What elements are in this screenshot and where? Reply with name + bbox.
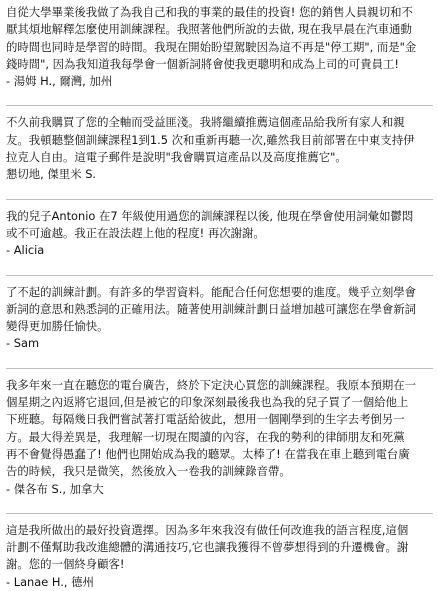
testimonial-sam bbox=[6, 275, 433, 353]
divider bbox=[6, 368, 433, 369]
testimonial-text: 了不起的訓練計劃。有許多的學習資料。能配合任何您想要的進度。幾乎立刻學會 新詞的意思和熟悉詞的正確用法。隨著使用訓練計劃日益增加越可讓您在學會新詞 變得更加勝任愉快。 bbox=[6, 284, 417, 334]
divider bbox=[6, 275, 433, 276]
testimonial-author: - Lanae H., 德州 bbox=[6, 574, 94, 589]
testimonial-text: 我的兒子Antonio 在7 年級使用過您的訓練課程以後, 他現在學會使用詞彙如鬱悶 或不可逾越。我正在設法趕上他的程度! 再次謝謝。 bbox=[6, 208, 414, 240]
divider bbox=[6, 105, 433, 106]
testimonial-text: 不久前我購買了您的全軸而受益匪淺。我將繼續推薦這個產品給我所有家人和親 友。我頓聽整個訓練課程1到1.5 次和重新再聽一次,雖然我目前部署在中東支持伊 拉克人自由。這電子郵件是說明"我會購買這產品以及高度推薦它"。 bbox=[6, 115, 415, 165]
testimonial-text: 自從大學畢業後我做了為我自己和我的事業的最佳的投資! 您的銷售人員親切和不 厭其煩地解釋怎麼使用訓練課程。我照著他們所說的去做, 現在我早晨在汽車通動 的時間也同時是學習的時間。我現在開始盼望駕駛因為這不再是"停工期", 而是"金 錢時間", 因為我知道我每學會一個新詞將會使我更聰明和成為上司的可貴員工! bbox=[6, 5, 417, 71]
testimonial-author: 懇切地, 傑里米 S. bbox=[6, 167, 97, 182]
testimonial-text: 這是我所做出的最好投資選擇。因為多年來我沒有做任何改進我的語言程度,這個 計劃不僅幫助我改進總體的溝通技巧,它也讓我獲得不曾夢想得到的升遷機會。謝 謝。您的一個終身顧客! bbox=[6, 522, 409, 572]
testimonial-alicia bbox=[6, 199, 433, 260]
testimonial-author: - 湯姆 H., 爾灣, 加州 bbox=[6, 74, 113, 89]
testimonial-author: - Sam bbox=[6, 336, 40, 351]
testimonial-lanae bbox=[6, 513, 433, 591]
testimonial-author: - Alicia bbox=[6, 243, 45, 258]
testimonial-text: 我多年來一直在聽您的電台廣告，終於下定決心買您的訓練課程。我原本預期在一 個星期之內返將它退回,但是被它的印象深刻最後我也為我的兒子買了一個給他上 下班聽。每隔幾日我們嘗試著打電話給彼此，想用一個剛學到的生字去考倒另一 方。最大得差異是，我理解一切現在閱讀的內容，在我的勢利的律師朋友和死黨 再不會覺得愚蠢了! 他們也開始成為我的聽眾。太棒了! 在當我在車上聽到電台廣 告的時候，我只是微笑，然後放入一卷我的訓練錄音帶。 bbox=[6, 377, 417, 479]
divider bbox=[6, 199, 433, 200]
testimonial-jacob bbox=[6, 368, 433, 498]
divider bbox=[6, 513, 433, 514]
testimonial-jeremy bbox=[6, 105, 433, 183]
testimonial-author: - 傑各布 S., 加拿大 bbox=[6, 481, 104, 496]
testimonial-tom bbox=[6, 4, 433, 90]
